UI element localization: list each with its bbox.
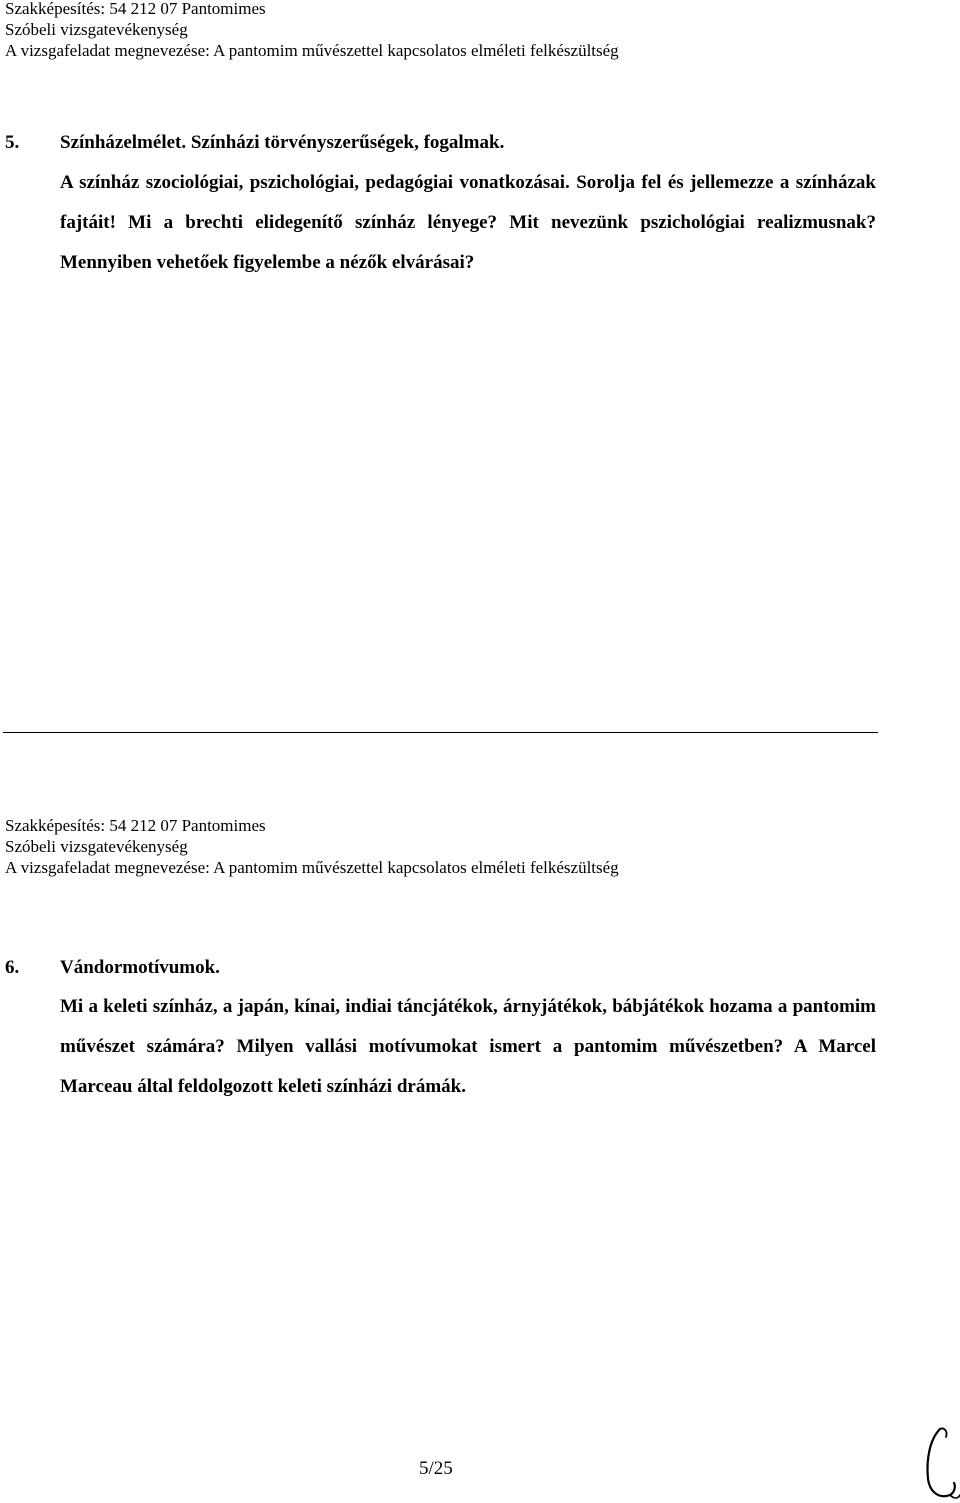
header-activity: Szóbeli vizsgatevékenység: [5, 20, 188, 39]
header-task-name: A vizsgafeladat megnevezése: A pantomim művészettel kapcsolatos elméleti felkészültség: [5, 41, 619, 60]
header-activity: Szóbeli vizsgatevékenység: [5, 837, 188, 856]
question-title: Színházelmélet. Színházi törvényszerűségek, fogalmak.: [60, 132, 505, 153]
signature-mark: [920, 1425, 960, 1503]
header-qualification: Szakképesítés: 54 212 07 Pantomimes: [5, 816, 266, 835]
page-number: 5/25: [419, 1458, 453, 1479]
header-qualification: Szakképesítés: 54 212 07 Pantomimes: [5, 0, 266, 18]
question-body: Mi a keleti színház, a japán, kínai, indiai táncjátékok, árnyjátékok, bábjátékok hozama a pantomim művészet számára? Milyen vallási motívumokat ismert a pantomim művészetben? A Marcel Marceau által feldolgozott keleti színházi drámák.: [60, 996, 876, 1097]
question-number: 5.: [5, 132, 20, 153]
page-separator: [3, 732, 878, 733]
header-task-name: A vizsgafeladat megnevezése: A pantomim művészettel kapcsolatos elméleti felkészültség: [5, 858, 619, 877]
question-body: A színház szociológiai, pszichológiai, pedagógiai vonatkozásai. Sorolja fel és jellemezze a színházak fajtáit! Mi a brechti elidegenítő színház lényege? Mit nevezünk pszichológiai realizmusnak? Mennyiben vehetőek figyelembe a nézők elvárásai?: [60, 172, 876, 273]
page-header-top: [5, 0, 619, 61]
question-number: 6.: [5, 957, 20, 978]
page-header-second: [5, 815, 619, 878]
question-title: Vándormotívumok.: [60, 957, 220, 978]
